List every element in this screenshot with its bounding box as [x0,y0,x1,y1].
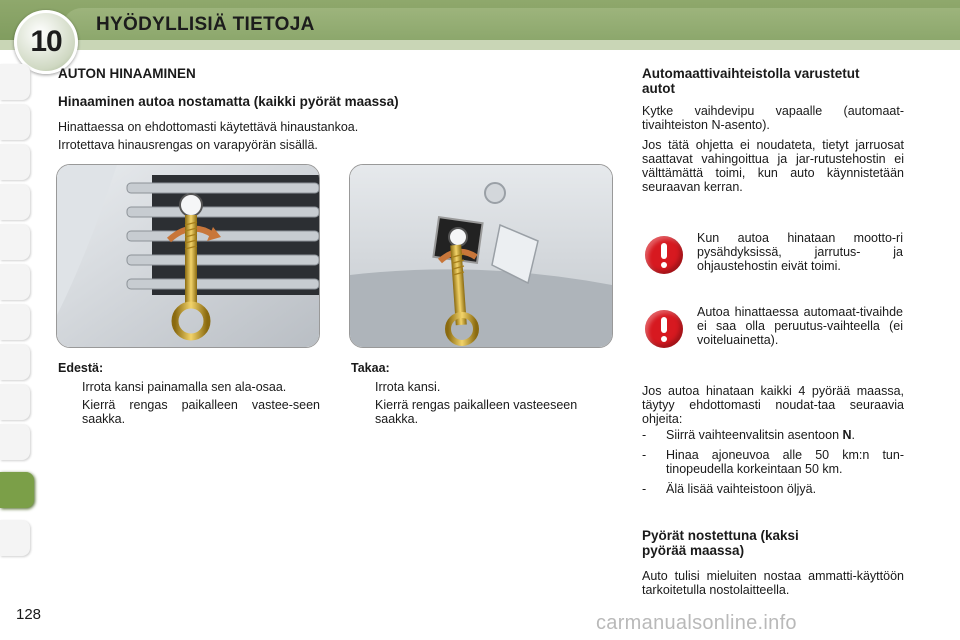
intro-text: Irrotettava hinausrengas on varapyörän sisällä. [58,138,318,152]
rear-steps-list [351,380,613,430]
towing-conditions-intro: Jos autoa hinataan kaikki 4 pyörää maassa, täytyy ehdottomasti noudat-taa seuraavia ohjeita: [642,384,904,426]
subsection-heading: Hinaaminen autoa nostamatta (kaikki pyörät maassa) [58,94,399,109]
dash-mark: - [642,448,647,462]
section-heading: AUTON HINAAMINEN [58,66,196,81]
chapter-tab[interactable] [0,344,30,380]
chapter-tab[interactable] [0,384,30,420]
list-item: Irrota kansi painamalla sen ala-osaa. [82,380,287,394]
dash-mark: - [642,428,647,442]
automatic-gearbox-paragraph: Jos tätä ohjetta ei noudateta, tietyt jarruosat saattavat vahingoittua ja jar-rutustehostin ei välttämättä toimi, kun auto käynnistetään seuraavan kerran. [642,138,904,194]
lifted-towing-heading: Pyörät nostettuna (kaksi pyörää maassa) [642,528,799,558]
front-steps-list [58,380,320,430]
front-label: Edestä: [58,361,104,375]
automatic-gearbox-heading: Automaattivaihteistolla varustetut autot [642,66,860,96]
chapter-tab[interactable] [0,224,30,260]
front-towing-eye-photo [56,164,320,348]
chapter-number: 10 [30,25,62,58]
chapter-tab-active[interactable] [0,472,34,508]
chapter-title: HYÖDYLLISIÄ TIETOJA [96,14,315,35]
list-item: Irrota kansi. [375,380,441,394]
chapter-tab[interactable] [0,184,30,220]
automatic-gearbox-paragraph: Kytke vaihdevipu vapaalle (automaat-tivaihteiston N-asento). [642,104,904,132]
chapter-tab[interactable] [0,424,30,460]
warning-icon [645,236,683,274]
list-item: - Älä lisää vaihteistoon öljyä. [642,482,817,496]
page-number: 128 [16,606,42,623]
chapter-tab[interactable] [0,304,30,340]
chapter-tab[interactable] [0,264,30,300]
warning-icon [645,310,683,348]
list-item: Kierrä rengas paikalleen vastee-seen saakka. [82,398,320,426]
chapter-tab[interactable] [0,104,30,140]
rear-towing-eye-photo [349,164,613,348]
intro-text: Hinattaessa on ehdottomasti käytettävä hinaustankoa. [58,120,359,134]
list-item: Kierrä rengas paikalleen vasteeseen saakka. [375,398,578,426]
chapter-tab[interactable] [0,520,30,556]
chapter-tab[interactable] [0,144,30,180]
rear-label: Takaa: [351,361,390,375]
chapter-tab[interactable] [0,64,30,100]
dash-mark: - [642,482,647,496]
warning-text: Autoa hinattaessa automaat-tivaihde ei saa olla peruutus-vaihteella (ei voiteluainetta). [697,305,903,347]
warning-text: Kun autoa hinataan mootto-ri pysähdyksissä, jarrutus- ja ohjaustehostin eivät toimi. [697,231,903,273]
lifted-towing-paragraph: Auto tulisi mieluiten nostaa ammatti-käyttöön tarkoitetulla nostolaitteella. [642,569,904,597]
header-underline [0,40,960,50]
towing-conditions-list [642,428,904,502]
chapter-tab-strip [0,60,34,580]
watermark: carmanualsonline.info [596,612,797,634]
list-item: - Siirrä vaihteenvalitsin asentoon N. [642,428,856,442]
list-item: - Hinaa ajoneuvoa alle 50 km:n tun-tinopeudella korkeintaan 50 km. [642,448,904,476]
